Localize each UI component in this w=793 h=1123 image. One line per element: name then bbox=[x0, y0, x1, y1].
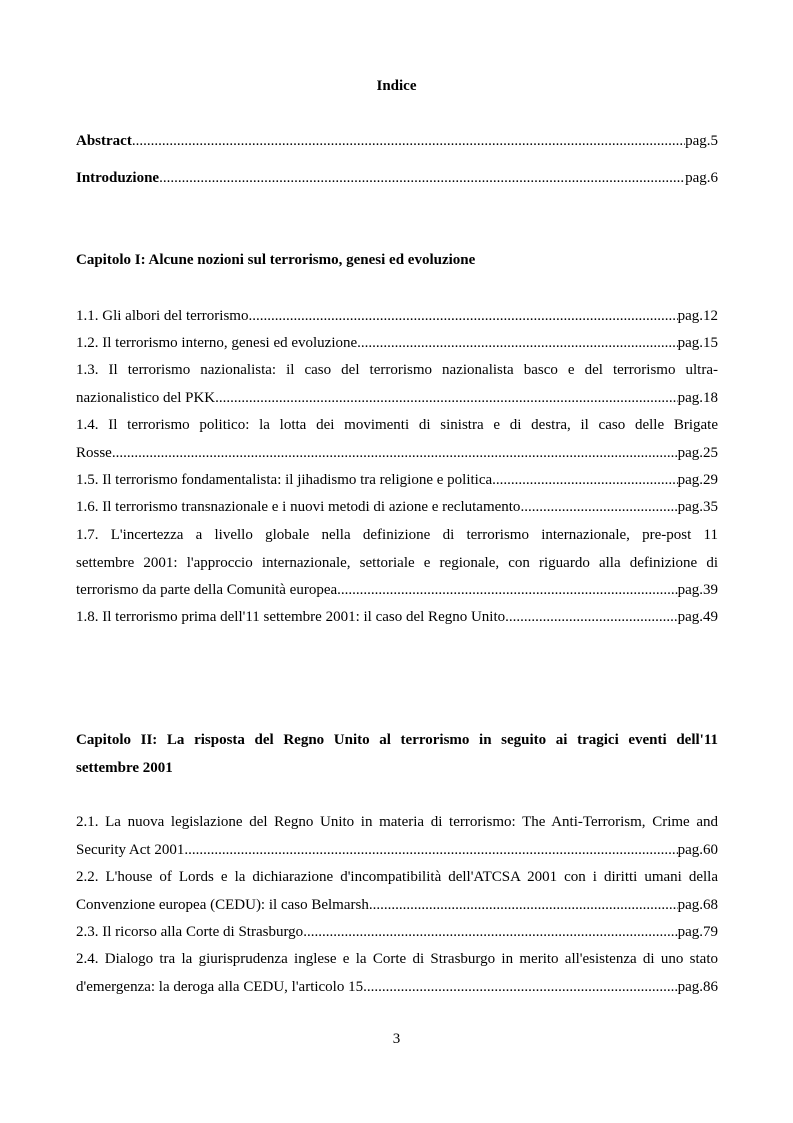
dot-leader bbox=[492, 467, 677, 495]
dot-leader bbox=[248, 303, 677, 331]
chapter-title: settembre 2001 bbox=[76, 759, 173, 776]
toc-entry-1-7[interactable] bbox=[76, 522, 718, 605]
toc-entry-line: 1.7. L'incertezza a livello globale nella definizione di terrorismo internazionale, pre-post 11 bbox=[76, 527, 718, 543]
toc-entry-1-1[interactable] bbox=[76, 303, 718, 331]
toc-page-ref: pag.68 bbox=[677, 896, 718, 913]
dot-leader bbox=[505, 604, 677, 632]
toc-entry-label: Security Act 2001 bbox=[76, 841, 185, 858]
toc-entry-label: Rosse bbox=[76, 444, 112, 461]
toc-entry-2-4[interactable] bbox=[76, 946, 718, 1001]
toc-entry-2-1[interactable] bbox=[76, 809, 718, 864]
toc-entry-label: 1.1. Gli albori del terrorismo bbox=[76, 308, 249, 324]
toc-page-ref: pag.15 bbox=[677, 335, 718, 351]
dot-leader bbox=[357, 330, 677, 358]
chapter-title: Capitolo I: Alcune nozioni sul terrorismo, genesi ed evoluzione bbox=[76, 252, 476, 268]
toc-page-ref: pag.39 bbox=[677, 582, 718, 598]
toc-entry-label: Introduzione bbox=[76, 170, 160, 186]
toc-page-ref: pag.6 bbox=[685, 170, 718, 186]
toc-entry-abstract[interactable] bbox=[76, 128, 718, 156]
dot-leader bbox=[112, 440, 678, 468]
toc-entry-2-3[interactable] bbox=[76, 919, 718, 947]
toc-page-ref: pag.25 bbox=[677, 444, 718, 461]
toc-entry-2-2[interactable] bbox=[76, 864, 718, 919]
toc-entry-label: 1.8. Il terrorismo prima dell'11 settembre 2001: il caso del Regno Unito bbox=[76, 609, 506, 625]
chapter-1-heading[interactable] bbox=[76, 247, 718, 275]
dot-leader bbox=[132, 128, 685, 156]
toc-entry-1-5[interactable] bbox=[76, 467, 718, 495]
toc-entry-label: Convenzione europea (CEDU): il caso Belmarsh bbox=[76, 896, 369, 913]
toc-entry-1-6[interactable] bbox=[76, 494, 718, 522]
toc-entry-line: 2.4. Dialogo tra la giurisprudenza inglese e la Corte di Strasburgo in merito all'esistenza di uno stato bbox=[76, 951, 718, 967]
dot-leader bbox=[337, 577, 677, 605]
toc-entry-label: 1.6. Il terrorismo transnazionale e i nuovi metodi di azione e reclutamento bbox=[76, 499, 521, 515]
toc-entry-label: 1.5. Il terrorismo fondamentalista: il jihadismo tra religione e politica bbox=[76, 472, 493, 488]
toc-entry-line: 1.4. Il terrorismo politico: la lotta dei movimenti di sinistra e di destra, il caso delle Brigate bbox=[76, 417, 718, 433]
toc-entry-1-3[interactable] bbox=[76, 357, 718, 412]
toc-entry-1-4[interactable] bbox=[76, 412, 718, 467]
toc-page-ref: pag.29 bbox=[677, 472, 718, 488]
dot-leader bbox=[215, 385, 677, 413]
toc-page-ref: pag.79 bbox=[677, 924, 718, 940]
toc-page-ref: pag.35 bbox=[677, 499, 718, 515]
dot-leader bbox=[520, 494, 677, 522]
toc-entry-line: 2.2. L'house of Lords e la dichiarazione d'incompatibilità dell'ATCSA 2001 con i diritti umani della bbox=[76, 869, 718, 885]
toc-page-ref: pag.60 bbox=[677, 841, 718, 858]
toc-page-ref: pag.5 bbox=[685, 133, 718, 149]
toc-entry-line: settembre 2001: l'approccio internazionale, settoriale e regionale, con riguardo alla definizione di bbox=[76, 554, 718, 571]
toc-entry-label: 2.3. Il ricorso alla Corte di Strasburgo bbox=[76, 924, 304, 940]
toc-entry-line: 2.1. La nuova legislazione del Regno Unito in materia di terrorismo: The Anti-Terrorism, Crime and bbox=[76, 814, 718, 830]
toc-entry-1-8[interactable] bbox=[76, 604, 718, 632]
toc-entry-label: Abstract bbox=[76, 133, 132, 149]
toc-entry-1-2[interactable] bbox=[76, 330, 718, 358]
page-title: Indice bbox=[376, 78, 417, 94]
toc-page-ref: pag.86 bbox=[677, 978, 718, 995]
dot-leader bbox=[363, 974, 677, 1002]
toc-page-ref: pag.49 bbox=[677, 609, 718, 625]
toc-entry-label: d'emergenza: la deroga alla CEDU, l'articolo 15 bbox=[76, 978, 364, 995]
toc-entry-label: terrorismo da parte della Comunità europea bbox=[76, 582, 338, 598]
toc-page-ref: pag.18 bbox=[677, 389, 718, 406]
page-number: 3 bbox=[392, 1031, 401, 1047]
dot-leader bbox=[184, 837, 677, 865]
dot-leader bbox=[159, 165, 685, 193]
toc-entry-line: 1.3. Il terrorismo nazionalista: il caso del terrorismo nazionalista basco e del terrorismo ultra- bbox=[76, 362, 718, 378]
toc-entry-label: nazionalistico del PKK bbox=[76, 389, 216, 406]
chapter-title: Capitolo II: La risposta del Regno Unito al terrorismo in seguito ai tragici eventi dell'11 bbox=[76, 732, 718, 748]
dot-leader bbox=[369, 892, 678, 920]
chapter-2-heading[interactable] bbox=[76, 727, 718, 782]
toc-entry-label: 1.2. Il terrorismo interno, genesi ed evoluzione bbox=[76, 335, 358, 351]
dot-leader bbox=[303, 919, 677, 947]
toc-entry-introduzione[interactable] bbox=[76, 165, 718, 193]
toc-page-ref: pag.12 bbox=[677, 308, 718, 324]
